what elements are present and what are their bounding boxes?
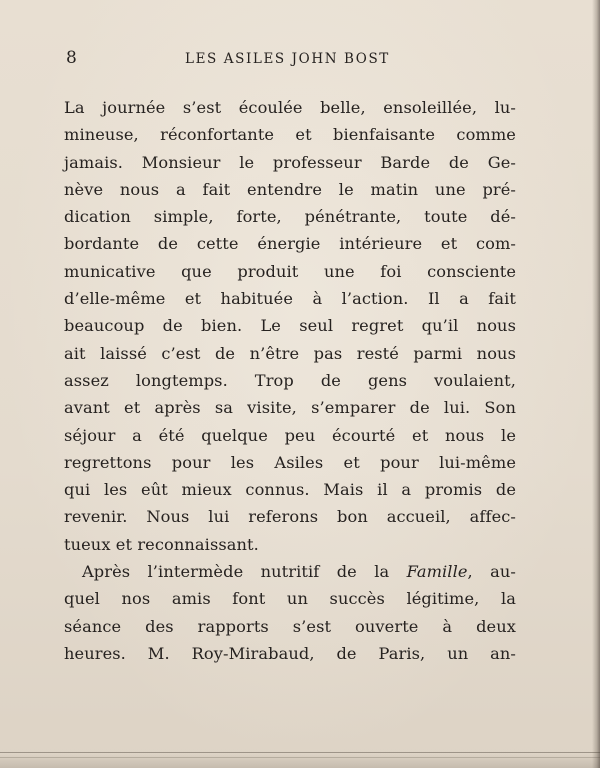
text-line: dication simple, forte, pénétrante, toute dé- — [64, 207, 516, 227]
text-line: assez longtemps. Trop de gens voulaient, — [64, 370, 516, 390]
text-line: nève nous a fait entendre le matin une pré- — [64, 179, 516, 199]
page-header — [66, 47, 522, 69]
body-text — [64, 94, 516, 667]
text-line: mineuse, réconfortante et bienfaisante comme — [64, 125, 516, 145]
text-line: ait laissé c’est de n’être pas resté parmi nous — [64, 343, 516, 363]
text-line: qui les eût mieux connus. Mais il a promis de — [64, 480, 516, 500]
page-edge-shadow — [592, 0, 600, 768]
text-line: La journée s’est écoulée belle, ensoleillée, lu- — [64, 98, 516, 117]
text-line: tueux et reconnaissant. — [64, 534, 259, 554]
text-fragment: Après l’intermède nutritif de la — [82, 562, 407, 582]
text-line: beaucoup de bien. Le seul regret qu’il nous — [64, 316, 516, 336]
text-line: avant et après sa visite, s’emparer de lui. Son — [64, 398, 516, 418]
text-line: d’elle-même et habituée à l’action. Il a fait — [64, 289, 516, 309]
text-line: regrettons pour les Asiles et pour lui-même — [64, 452, 516, 472]
text-line: séance des rapports s’est ouverte à deux — [64, 616, 516, 636]
text-line: jamais. Monsieur le professeur Barde de Ge- — [64, 152, 516, 172]
italic-title: Famille — [406, 562, 468, 582]
text-line: revenir. Nous lui referons bon accueil, affec- — [64, 507, 516, 527]
text-fragment: , au- — [467, 562, 516, 582]
page-bottom-rule — [0, 752, 600, 753]
text-line: heures. M. Roy-Mirabaud, de Paris, un an- — [64, 643, 516, 663]
text-line: quel nos amis font un succès légitime, la — [64, 589, 516, 609]
text-line: séjour a été quelque peu écourté et nous le — [64, 425, 516, 445]
running-title: LES ASILES JOHN BOST — [185, 51, 390, 67]
page-number: 8 — [66, 48, 77, 68]
page-bottom-rule-secondary — [0, 757, 600, 758]
text-line: municative que produit une foi consciente — [64, 261, 516, 281]
text-line — [64, 558, 516, 585]
text-line: bordante de cette énergie intérieure et com- — [64, 234, 516, 254]
